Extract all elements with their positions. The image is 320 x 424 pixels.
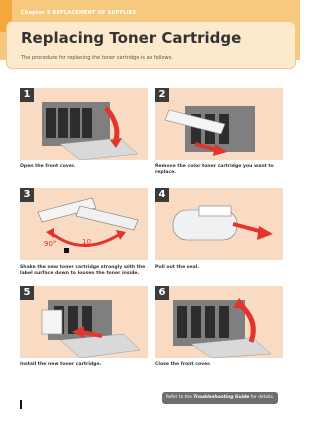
step-1-caption: Open the front cover. xyxy=(20,164,76,169)
step-5-caption: Install the new toner cartridge. xyxy=(20,362,102,367)
troubleshooting-reference[interactable] xyxy=(162,392,278,404)
step-6-illustration xyxy=(155,286,283,358)
page-description: The procedure for replacing the toner cartridge is as follows. xyxy=(21,55,173,61)
step-number: 2 xyxy=(155,88,169,102)
step-number: 4 xyxy=(155,188,169,202)
angle-label: 90° xyxy=(44,240,57,248)
step-number: 3 xyxy=(20,188,34,202)
step-3-caption: Shake the new toner cartridge strongly with the label surface down to loosen the toner inside. xyxy=(20,265,146,276)
step-1-illustration xyxy=(20,88,148,160)
pull-seal-illustration xyxy=(155,188,283,260)
close-cover-illustration xyxy=(155,286,283,358)
step-6-caption: Close the front cover. xyxy=(155,362,211,367)
install-cartridge-illustration xyxy=(20,286,148,358)
page-marker xyxy=(20,400,22,409)
printer-open-cover-illustration xyxy=(20,88,148,160)
remove-cartridge-illustration xyxy=(155,88,283,160)
refer-suffix: for details. xyxy=(250,395,275,400)
shake-count-label: 10 xyxy=(82,238,91,246)
step-number: 5 xyxy=(20,286,34,300)
step-5-illustration xyxy=(20,286,148,358)
shake-cartridge-illustration xyxy=(20,188,148,260)
step-2-illustration xyxy=(155,88,283,160)
troubleshooting-guide-link[interactable]: Troubleshooting Guide xyxy=(193,395,250,400)
step-4-caption: Pull out the seal. xyxy=(155,265,200,270)
page-title: Replacing Toner Cartridge xyxy=(21,29,242,47)
chapter-label: Chapter 3 REPLACEMENT OF SUPPLIES xyxy=(21,10,137,16)
step-2-caption: Remove the color toner cartridge you want to replace. xyxy=(155,164,274,175)
step-3-illustration xyxy=(20,188,148,260)
step-number: 1 xyxy=(20,88,34,102)
refer-prefix: Refer to the xyxy=(165,395,192,400)
step-number: 6 xyxy=(155,286,169,300)
step-4-illustration xyxy=(155,188,283,260)
